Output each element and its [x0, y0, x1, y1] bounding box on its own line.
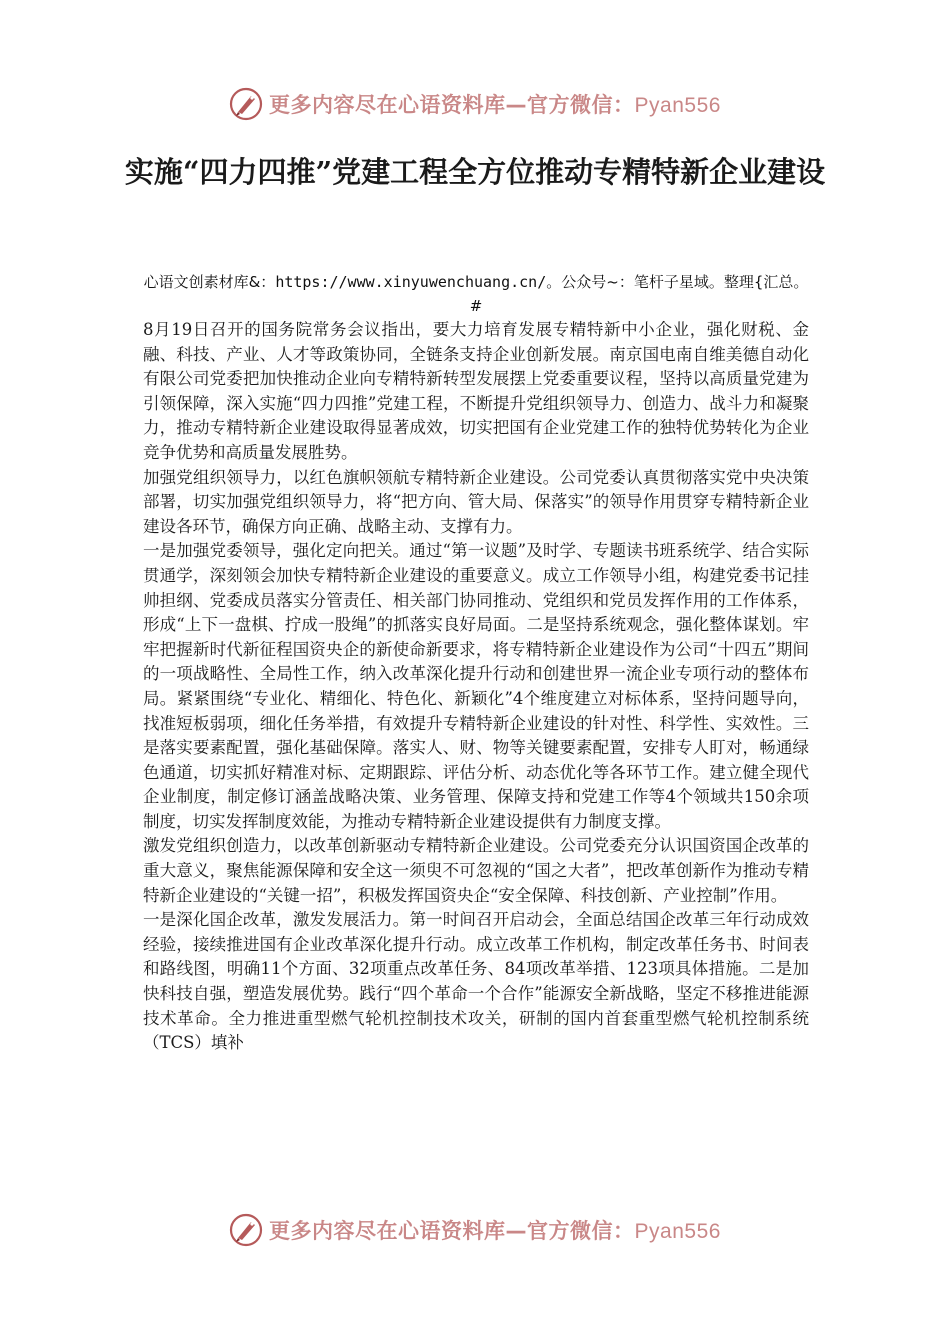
source-prefix: 心语文创素材库&：	[143, 273, 276, 291]
pen-nib-logo-icon	[229, 1213, 263, 1247]
banner-wechat-label: 官方微信：	[527, 1219, 635, 1243]
document-body	[143, 318, 809, 1056]
banner-wechat-label: 官方微信：	[527, 93, 635, 117]
paragraph: 一是深化国企改革，激发发展活力。第一时间召开启动会，全面总结国企改革三年行动成效经验，接续推进国有企业改革深化提升行动。成立改革工作机构，制定改革任务书、时间表和路线图，明确11个方面、32项重点改革任务、84项改革举措、123项具体措施。二是加快科技自强，塑造发展优势。践行“四个革命一个合作”能源安全新战略，坚定不移推进能源技术革命。全力推进重型燃气轮机控制技术攻关，研制的国内首套重型燃气轮机控制系统（TCS）填补	[143, 910, 809, 1053]
banner-dash: —	[505, 1219, 528, 1243]
paragraph: 加强党组织领导力，以红色旗帜领航专精特新企业建设。公司党委认真贯彻落实党中央决策部署，切实加强党组织领导力，将“把方向、管大局、保落实”的领导作用贯穿专精特新企业建设各环节，确保方向正确、战略主动、支撑有力。	[143, 467, 809, 536]
paragraph: 一是加强党委领导，强化定向把关。通过“第一议题”及时学、专题读书班系统学、结合实际贯通学，深刻领会加快专精特新企业建设的重要意义。成立工作领导小组，构建党委书记挂帅担纲、党委成员落实分管责任、相关部门协同推动、党组织和党员发挥作用的工作体系，形成“上下一盘棋、拧成一股绳”的抓落实良好局面。二是坚持系统观念，强化整体谋划。牢牢把握新时代新征程国资央企的新使命新要求，将专精特新企业建设作为公司“十四五”期间的一项战略性、全局性工作，纳入改革深化提升行动和创建世界一流企业专项行动的整体布局。紧紧围绕“专业化、精细化、特色化、新颖化”4个维度建立对标体系，坚持问题导向，找准短板弱项，细化任务举措，有效提升专精特新企业建设的针对性、科学性、实效性。三是落实要素配置，强化基础保障。落实人、财、物等关键要素配置，安排专人盯对，畅通绿色通道，切实抓好精准对标、定期跟踪、评估分析、动态优化等各环节工作。建立健全现代企业制度，制定修订涵盖战略决策、业务管理、保障支持和党建工作等4个领域共150余项制度，切实发挥制度效能，为推动专精特新企业建设提供有力制度支撑。	[143, 541, 809, 831]
banner-main-text: 更多内容尽在心语资料库	[269, 93, 506, 117]
source-url[interactable]: https://www.xinyuwenchuang.cn/	[275, 273, 547, 291]
banner-wechat-id: Pyan556	[634, 1220, 721, 1243]
footer-banner	[0, 1206, 950, 1254]
banner-dash: —	[505, 93, 528, 117]
banner-text	[269, 1215, 721, 1245]
paragraph: 8月19日召开的国务院常务会议指出，要大力培育发展专精特新中小企业，强化财税、金融、科技、产业、人才等政策协同，全链条支持企业创新发展。南京国电南自维美德自动化有限公司党委把加快推动企业向专精特新转型发展摆上党委重要议程，坚持以高质量党建为引领保障，深入实施“四力四推”党建工程，不断提升党组织领导力、创造力、战斗力和凝聚力，推动专精特新企业建设取得显著成效，切实把国有企业党建工作的独特优势转化为企业竞争优势和高质量发展胜势。	[143, 320, 809, 462]
banner-wechat-id: Pyan556	[634, 94, 721, 117]
paragraph: 激发党组织创造力，以改革创新驱动专精特新企业建设。公司党委充分认识国资国企改革的重大意义，聚焦能源保障和安全这一须臾不可忽视的“国之大者”，把改革创新作为推动专精特新企业建设的“关键一招”，积极发挥国资央企“安全保障、科技创新、产业控制”作用。	[143, 836, 809, 905]
header-banner	[0, 80, 950, 128]
banner-main-text: 更多内容尽在心语资料库	[269, 1219, 506, 1243]
source-suffix: 。公众号~：笔杆子星域。整理{汇总。#	[469, 273, 809, 315]
document-title: 实施“四力四推”党建工程全方位推动专精特新企业建设	[124, 155, 826, 189]
source-line	[143, 270, 809, 318]
pen-nib-logo-icon	[229, 87, 263, 121]
banner-text	[269, 89, 721, 119]
